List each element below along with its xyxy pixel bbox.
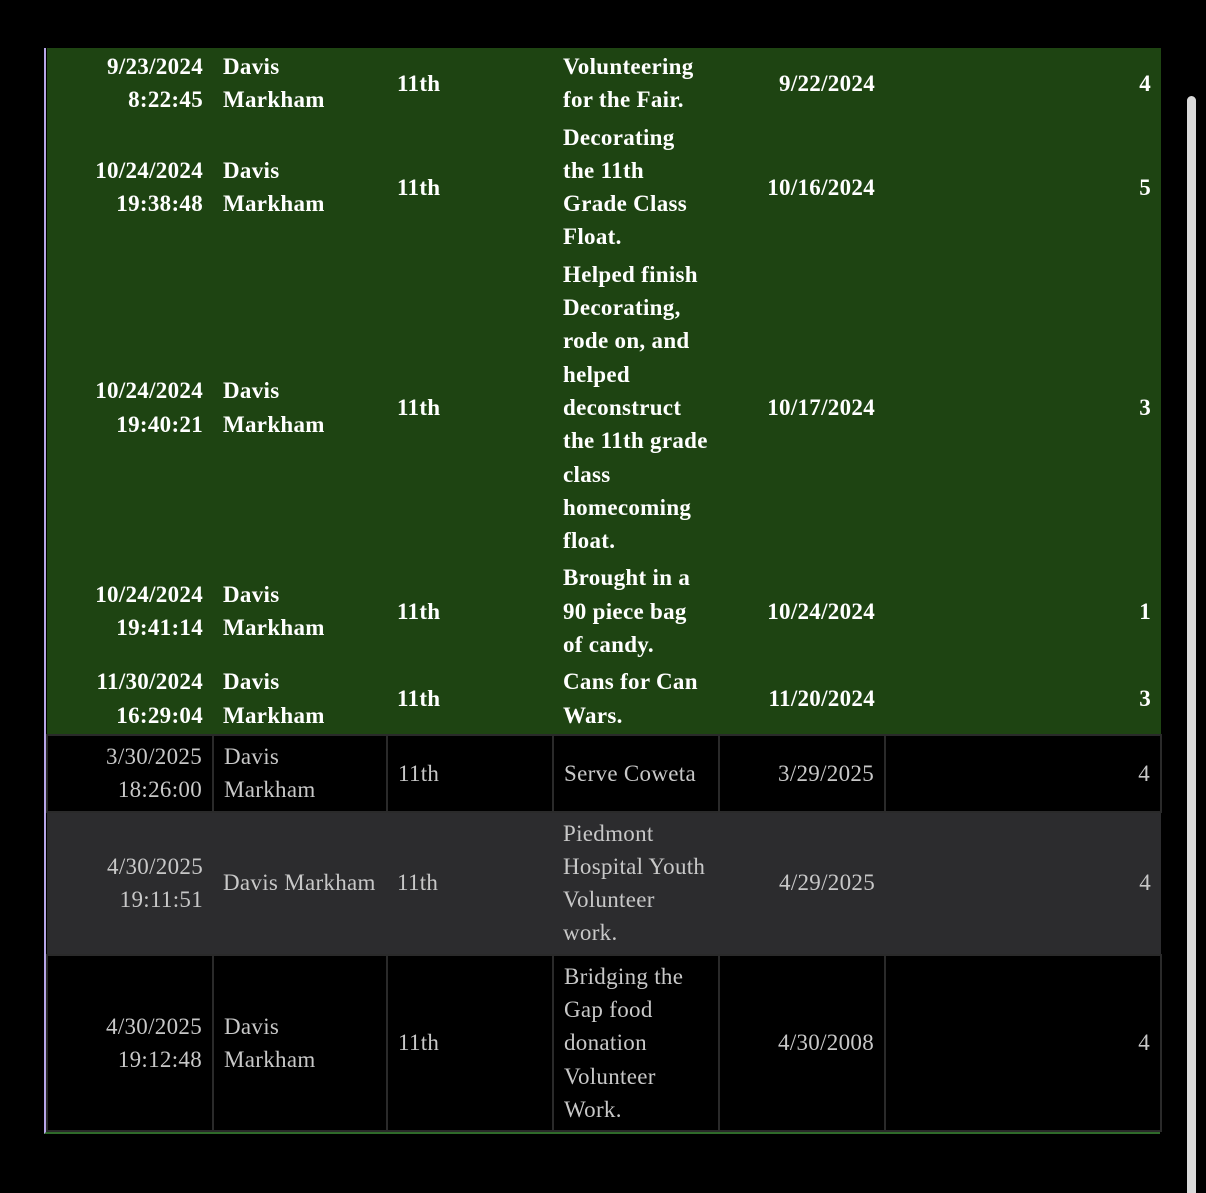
name-cell[interactable]: Davis Markham bbox=[213, 256, 387, 560]
timestamp-cell[interactable]: 10/24/2024 19:40:21 bbox=[47, 256, 213, 560]
timestamp-cell[interactable]: 10/24/2024 19:38:48 bbox=[47, 119, 213, 256]
table-row bbox=[47, 955, 1161, 1131]
activity-date-cell[interactable]: 4/29/2025 bbox=[719, 812, 885, 955]
timestamp-cell[interactable]: 3/30/2025 18:26:00 bbox=[47, 735, 213, 812]
table-row bbox=[47, 812, 1161, 955]
description-cell[interactable]: Bridging the Gap food donation Volunteer Work. bbox=[553, 955, 719, 1131]
activity-date-cell[interactable]: 3/29/2025 bbox=[719, 735, 885, 812]
timestamp-cell[interactable]: 10/24/2024 19:41:14 bbox=[47, 559, 213, 663]
description-cell[interactable]: Cans for Can Wars. bbox=[553, 663, 719, 735]
hours-cell[interactable]: 1 bbox=[885, 559, 1161, 663]
timestamp-cell[interactable]: 11/30/2024 16:29:04 bbox=[47, 663, 213, 735]
grade-cell[interactable]: 11th bbox=[387, 812, 553, 955]
volunteer-hours-table bbox=[46, 48, 1162, 1132]
grade-cell[interactable]: 11th bbox=[387, 663, 553, 735]
name-cell[interactable]: Davis Markham bbox=[213, 559, 387, 663]
name-cell[interactable]: Davis Markham bbox=[213, 119, 387, 256]
description-cell[interactable]: Decorating the 11th Grade Class Float. bbox=[553, 119, 719, 256]
table-row bbox=[47, 119, 1161, 256]
hours-cell[interactable]: 4 bbox=[885, 812, 1161, 955]
grade-cell[interactable]: 11th bbox=[387, 119, 553, 256]
timestamp-cell[interactable]: 4/30/2025 19:12:48 bbox=[47, 955, 213, 1131]
activity-date-cell[interactable]: 9/22/2024 bbox=[719, 48, 885, 119]
activity-date-cell[interactable]: 10/16/2024 bbox=[719, 119, 885, 256]
hours-cell[interactable]: 5 bbox=[885, 119, 1161, 256]
description-cell[interactable]: Volunteering for the Fair. bbox=[553, 48, 719, 119]
hours-cell[interactable]: 4 bbox=[885, 48, 1161, 119]
name-cell[interactable]: Davis Markham bbox=[213, 955, 387, 1131]
table-row bbox=[47, 735, 1161, 812]
table-row bbox=[47, 663, 1161, 735]
table-row bbox=[47, 256, 1161, 560]
hours-cell[interactable]: 3 bbox=[885, 256, 1161, 560]
timestamp-cell[interactable]: 9/23/2024 8:22:45 bbox=[47, 48, 213, 119]
activity-date-cell[interactable]: 10/24/2024 bbox=[719, 559, 885, 663]
grade-cell[interactable]: 11th bbox=[387, 955, 553, 1131]
hours-cell[interactable]: 4 bbox=[885, 735, 1161, 812]
name-cell[interactable]: Davis Markham bbox=[213, 812, 387, 955]
timestamp-cell[interactable]: 4/30/2025 19:11:51 bbox=[47, 812, 213, 955]
activity-date-cell[interactable]: 4/30/2008 bbox=[719, 955, 885, 1131]
description-cell[interactable]: Piedmont Hospital Youth Volunteer work. bbox=[553, 812, 719, 955]
volunteer-hours-table-container bbox=[44, 48, 1160, 1134]
name-cell[interactable]: Davis Markham bbox=[213, 663, 387, 735]
description-cell[interactable]: Helped finish Decorating, rode on, and helped deconstruct the 11th grade class homecoming float. bbox=[553, 256, 719, 560]
grade-cell[interactable]: 11th bbox=[387, 735, 553, 812]
table-row bbox=[47, 48, 1161, 119]
table-row bbox=[47, 559, 1161, 663]
activity-date-cell[interactable]: 11/20/2024 bbox=[719, 663, 885, 735]
activity-date-cell[interactable]: 10/17/2024 bbox=[719, 256, 885, 560]
hours-cell[interactable]: 3 bbox=[885, 663, 1161, 735]
name-cell[interactable]: Davis Markham bbox=[213, 48, 387, 119]
description-cell[interactable]: Brought in a 90 piece bag of candy. bbox=[553, 559, 719, 663]
table-body bbox=[47, 48, 1161, 1131]
grade-cell[interactable]: 11th bbox=[387, 256, 553, 560]
grade-cell[interactable]: 11th bbox=[387, 559, 553, 663]
name-cell[interactable]: Davis Markham bbox=[213, 735, 387, 812]
description-cell[interactable]: Serve Coweta bbox=[553, 735, 719, 812]
grade-cell[interactable]: 11th bbox=[387, 48, 553, 119]
vertical-scrollbar[interactable] bbox=[1187, 96, 1196, 1193]
hours-cell[interactable]: 4 bbox=[885, 955, 1161, 1131]
